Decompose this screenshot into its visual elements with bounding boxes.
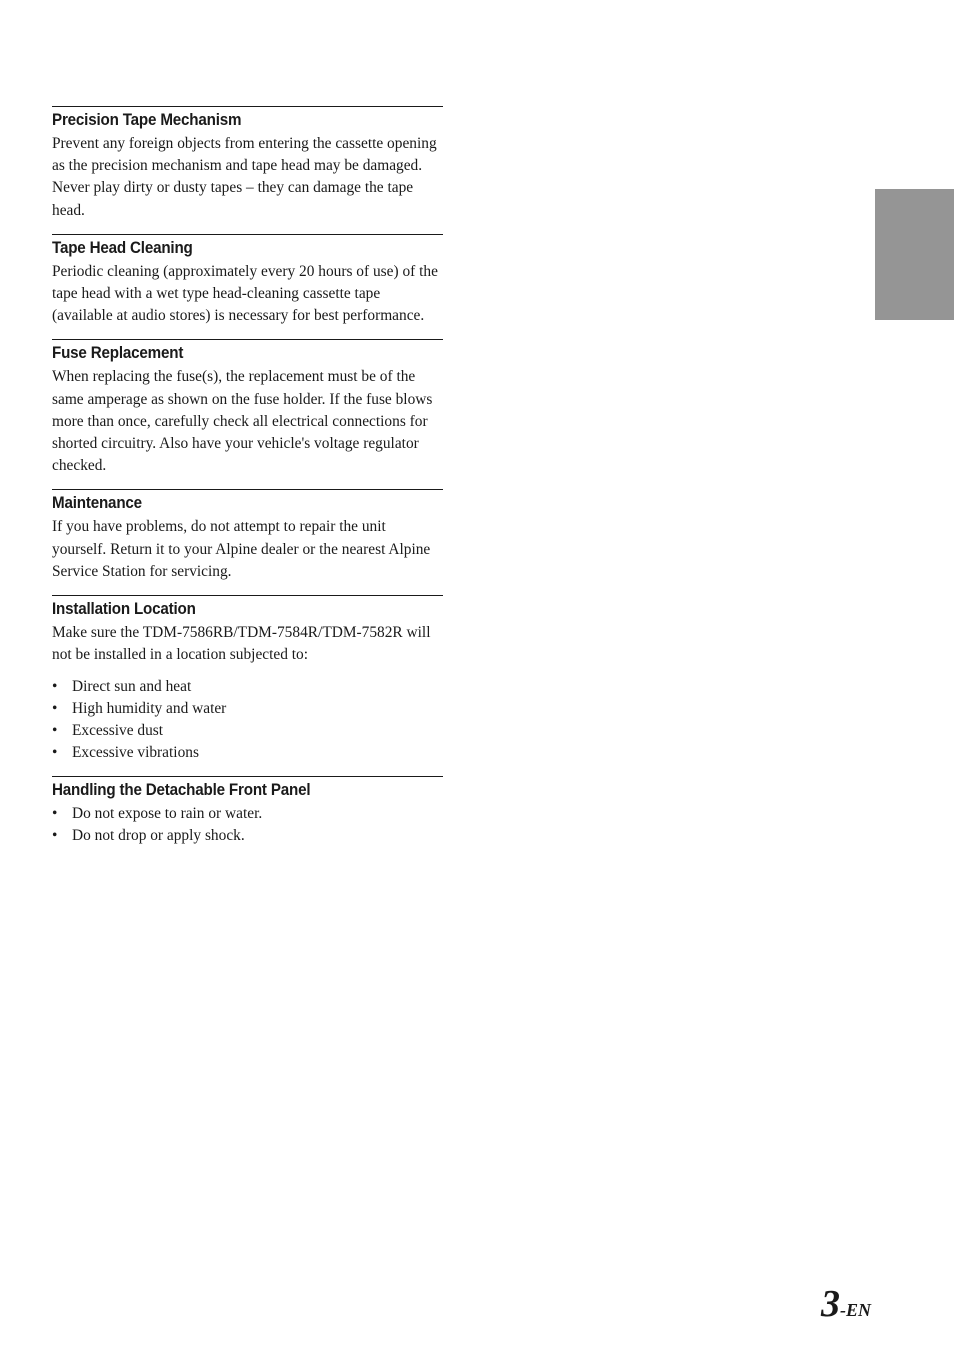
section-paragraph: When replacing the fuse(s), the replacement must be of the same amperage as shown on the fuse holder. If the fuse blows more than once, carefully check all electrical connections for shorted circuitry. Also have your vehicle's voltage regulator checked. (52, 368, 433, 475)
bullet-list (52, 676, 443, 764)
section-tape-head-cleaning (52, 234, 443, 328)
list-item-text: Do not drop or apply shock. (72, 827, 245, 845)
bullet-list (52, 803, 443, 847)
bullet-icon: • (52, 678, 58, 696)
list-item (52, 676, 443, 698)
list-item (52, 803, 443, 825)
section-paragraph: If you have problems, do not attempt to repair the unit yourself. Return it to your Alpine dealer or the nearest Alpine Service Station for servicing. (52, 518, 431, 580)
section-precision-tape-mechanism (52, 106, 443, 222)
list-item (52, 720, 443, 742)
section-installation-location (52, 595, 443, 764)
section-maintenance (52, 489, 443, 583)
section-paragraph: Never play dirty or dusty tapes – they can damage the tape head. (52, 179, 414, 219)
section-title: Fuse Replacement (52, 344, 184, 363)
bullet-icon: • (52, 827, 58, 845)
list-item (52, 698, 443, 720)
content-column (52, 106, 443, 859)
list-item-text: Excessive vibrations (72, 744, 199, 762)
section-fuse-replacement (52, 339, 443, 477)
list-item-text: Direct sun and heat (72, 678, 192, 696)
section-title: Installation Location (52, 600, 196, 619)
page-number (821, 1284, 871, 1330)
section-title: Tape Head Cleaning (52, 238, 193, 257)
bullet-icon: • (52, 722, 58, 740)
bullet-icon: • (52, 744, 58, 762)
section-title: Precision Tape Mechanism (52, 111, 242, 129)
bullet-icon: • (52, 700, 58, 718)
side-tab-marker (875, 189, 954, 320)
section-title: Maintenance (52, 494, 142, 513)
list-item-text: High humidity and water (72, 700, 227, 718)
list-item-text: Do not expose to rain or water. (72, 805, 263, 823)
section-title: Handling the Detachable Front Panel (52, 781, 311, 800)
list-item-text: Excessive dust (72, 722, 164, 740)
list-item (52, 825, 443, 847)
list-item (52, 742, 443, 764)
page-number-value: 3 (821, 1283, 840, 1325)
page-number-suffix: -EN (840, 1300, 871, 1320)
section-paragraph: Periodic cleaning (approximately every 20 hours of use) of the tape head with a wet type head-cleaning cassette tape (available at audio stores) is necessary for best performance. (52, 262, 438, 325)
section-handling-front-panel (52, 776, 443, 847)
bullet-icon: • (52, 805, 58, 823)
section-paragraph: Prevent any foreign objects from entering the cassette opening as the precision mechanism and tape head may be damaged. (52, 135, 437, 175)
section-paragraph: Make sure the TDM-7586RB/TDM-7584R/TDM-7582R will not be installed in a location subjected to: (52, 624, 431, 664)
